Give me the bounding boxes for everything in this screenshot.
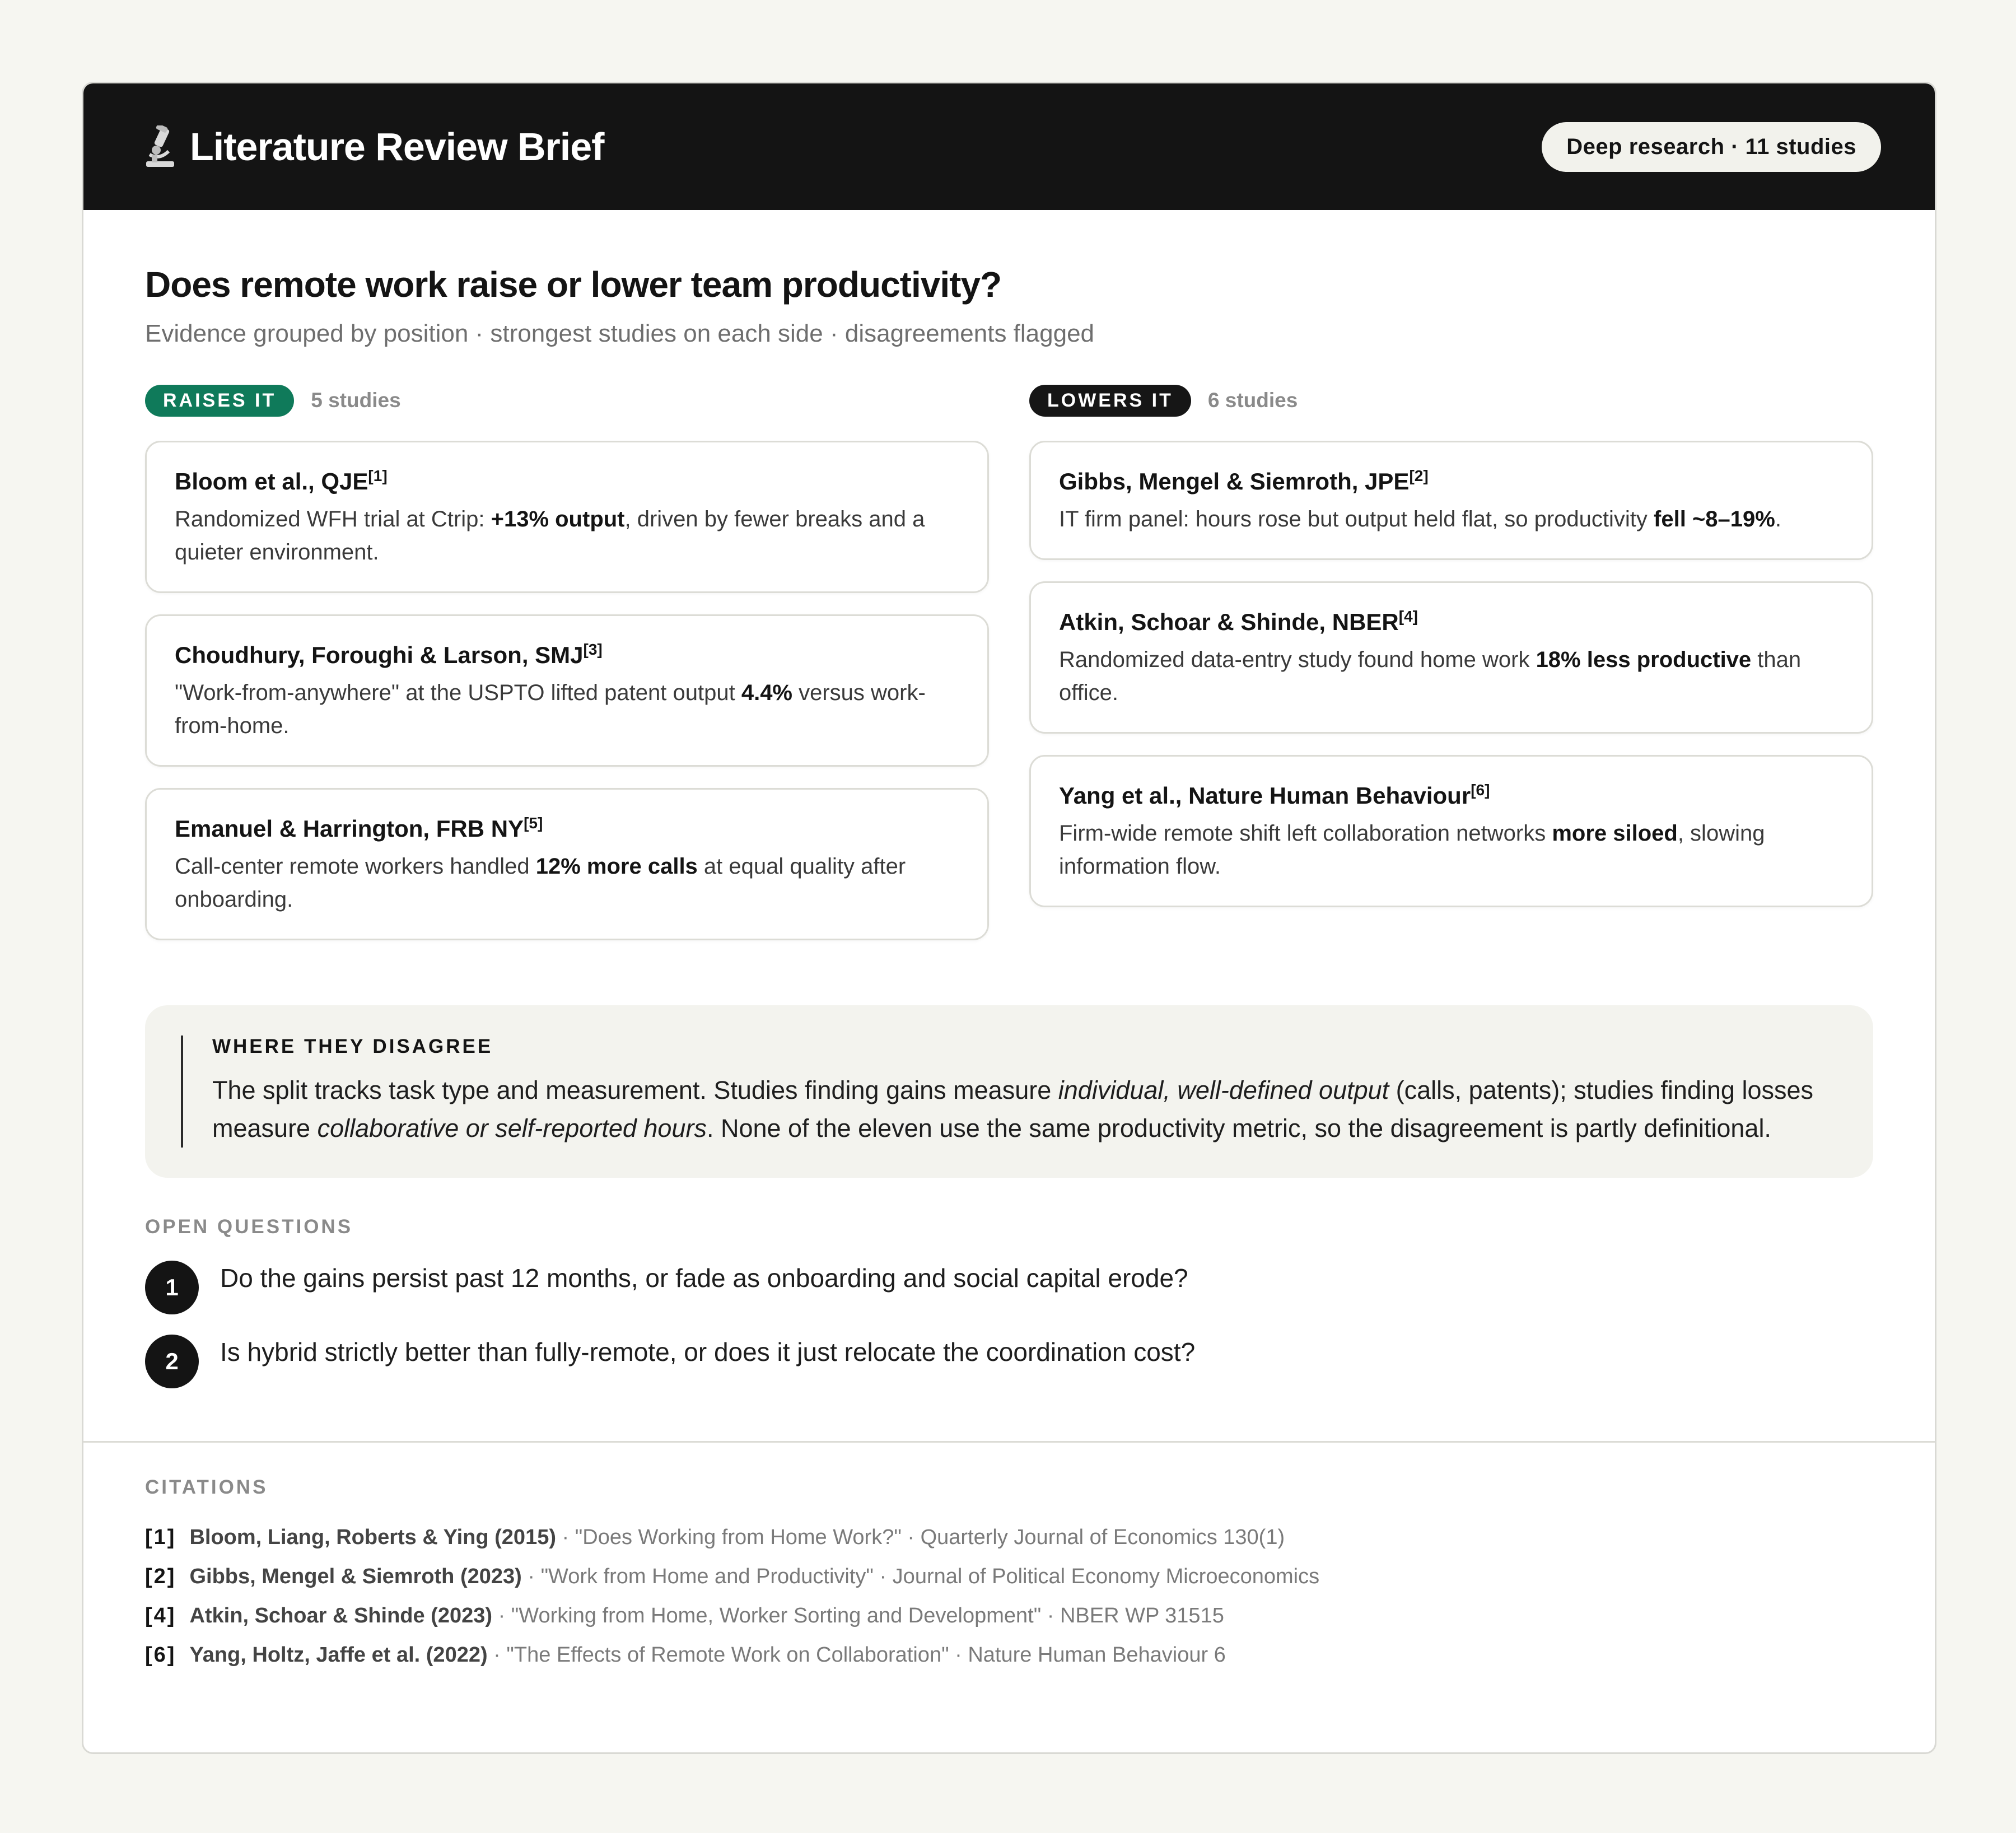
list-item bbox=[145, 1335, 1873, 1388]
question-number: 1 bbox=[145, 1261, 199, 1314]
study-title: Choudhury, Foroughi & Larson, SMJ[3] bbox=[175, 641, 603, 668]
study-summary: IT firm panel: hours rose but output held flat, so productivity fell ~8–19%. bbox=[1059, 507, 1781, 531]
raises-header bbox=[145, 385, 989, 416]
study-title: Atkin, Schoar & Shinde, NBER[4] bbox=[1059, 608, 1418, 635]
citation-list bbox=[145, 1518, 1873, 1675]
study-card bbox=[145, 614, 989, 767]
lowers-count: 6 studies bbox=[1207, 389, 1298, 412]
open-questions-label: OPEN QUESTIONS bbox=[145, 1216, 353, 1238]
study-summary: Randomized WFH trial at Ctrip: +13% output, driven by fewer breaks and a quieter environment. bbox=[175, 507, 925, 565]
study-card bbox=[1029, 581, 1873, 734]
citation-ref[interactable]: [2] bbox=[1409, 467, 1429, 484]
citation-item[interactable]: [2] Gibbs, Mengel & Siemroth (2023) · "Work from Home and Productivity" · Journal of Political Economy Microeconomics bbox=[145, 1565, 1320, 1588]
study-summary: Call-center remote workers handled 12% more calls at equal quality after onboarding. bbox=[175, 854, 906, 912]
study-card bbox=[145, 788, 989, 940]
brief-card bbox=[82, 82, 1936, 1754]
study-summary: Firm-wide remote shift left collaboration networks more siloed, slowing information flow. bbox=[1059, 821, 1765, 879]
disagreement-panel bbox=[145, 1005, 1873, 1178]
raises-count: 5 studies bbox=[311, 389, 401, 412]
citations-label: CITATIONS bbox=[145, 1476, 268, 1498]
citation-ref[interactable]: [1] bbox=[368, 467, 388, 484]
citation-ref[interactable]: [5] bbox=[524, 814, 543, 832]
disagreement-text: The split tracks task type and measurement. Studies finding gains measure individual, well-defined output (calls, patents); studies finding losses measure collaborative or self-reported hours. None of the eleven use the same productivity metric, so the disagreement is partly definitional. bbox=[212, 1076, 1814, 1142]
study-title: Yang et al., Nature Human Behaviour[6] bbox=[1059, 781, 1490, 809]
citation-ref[interactable]: [6] bbox=[1471, 781, 1490, 799]
microscope-icon bbox=[144, 125, 176, 168]
research-summary-pill: Deep research · 11 studies bbox=[1542, 122, 1881, 172]
raises-badge: RAISES IT bbox=[145, 385, 294, 417]
list-item bbox=[145, 1261, 1873, 1314]
study-title: Gibbs, Mengel & Siemroth, JPE[2] bbox=[1059, 467, 1429, 495]
study-card bbox=[1029, 441, 1873, 560]
citation-item[interactable]: [6] Yang, Holtz, Jaffe et al. (2022) · "The Effects of Remote Work on Collaboration" · Nature Human Behaviour 6 bbox=[145, 1643, 1226, 1667]
study-card bbox=[1029, 755, 1873, 907]
evidence-columns bbox=[145, 385, 1873, 962]
study-summary: "Work-from-anywhere" at the USPTO lifted patent output 4.4% versus work-from-home. bbox=[175, 680, 926, 738]
lowers-header bbox=[1029, 385, 1873, 416]
question-number: 2 bbox=[145, 1335, 199, 1388]
disagreement-label: WHERE THEY DISAGREE bbox=[212, 1036, 493, 1057]
raises-column bbox=[145, 385, 989, 962]
brand bbox=[144, 124, 604, 169]
lowers-column bbox=[1029, 385, 1873, 962]
citation-ref[interactable]: [4] bbox=[1398, 608, 1418, 625]
app-title: Literature Review Brief bbox=[190, 125, 604, 169]
open-questions bbox=[145, 1216, 1873, 1388]
question-text: Do the gains persist past 12 months, or fade as onboarding and social capital erode? bbox=[220, 1263, 1188, 1293]
header-bar bbox=[83, 83, 1935, 210]
question-list bbox=[145, 1261, 1873, 1388]
research-question: Does remote work raise or lower team productivity? bbox=[145, 264, 1002, 305]
lowers-badge: LOWERS IT bbox=[1029, 385, 1191, 417]
study-summary: Randomized data-entry study found home work 18% less productive than office. bbox=[1059, 647, 1802, 705]
study-card bbox=[145, 441, 989, 593]
citation-item[interactable]: [4] Atkin, Schoar & Shinde (2023) · "Working from Home, Worker Sorting and Development" · NBER WP 31515 bbox=[145, 1604, 1224, 1627]
question-text: Is hybrid strictly better than fully-remote, or does it just relocate the coordination cost? bbox=[220, 1337, 1196, 1366]
brief-subtitle: Evidence grouped by position · strongest studies on each side · disagreements flagged bbox=[145, 320, 1095, 347]
disagreement-quote bbox=[181, 1036, 1837, 1148]
study-title: Emanuel & Harrington, FRB NY[5] bbox=[175, 814, 543, 842]
citation-ref[interactable]: [3] bbox=[583, 641, 603, 658]
study-title: Bloom et al., QJE[1] bbox=[175, 467, 388, 495]
citation-item[interactable]: [1] Bloom, Liang, Roberts & Ying (2015) · "Does Working from Home Work?" · Quarterly Journal of Economics 130(1) bbox=[145, 1526, 1285, 1549]
brief-body bbox=[83, 264, 1935, 1388]
citations-section bbox=[83, 1443, 1935, 1675]
